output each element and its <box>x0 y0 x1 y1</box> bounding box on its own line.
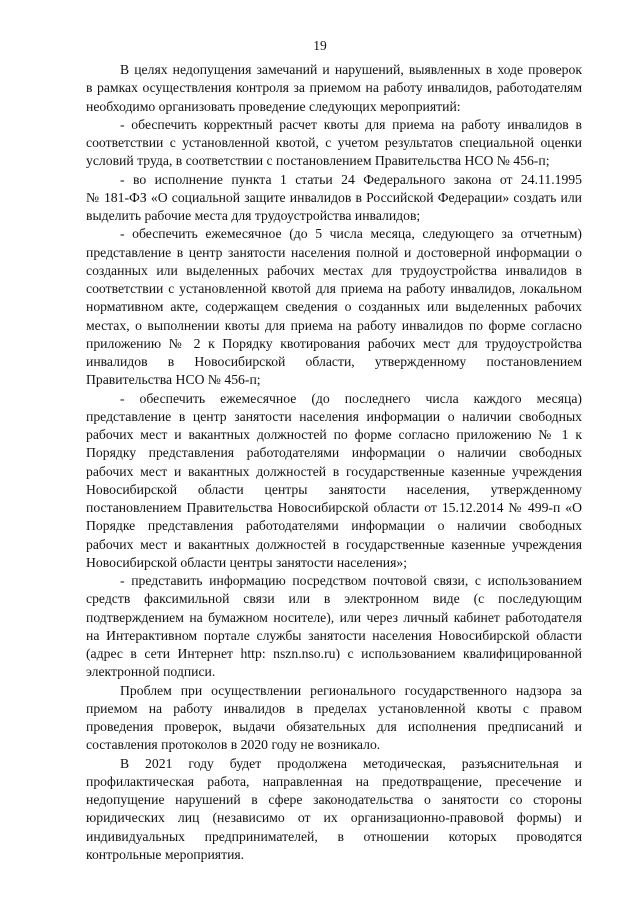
text-line: - обеспечить корректный расчет квоты для приема на работу инвалидов в <box>120 116 582 132</box>
text-line: электронной подписи. <box>86 664 216 680</box>
text-line: юридических лиц (независимо от их организационно-правовой формы) и <box>86 810 582 826</box>
text-line: инвалидов в Новосибирской области, утвержденному постановлением <box>86 354 582 369</box>
text-line: на Интерактивном портале службы занятости населения Новосибирской области <box>86 627 582 643</box>
text-line: рабочих мест и вакантных должностей по форме согласно приложению № 1 к <box>86 427 582 442</box>
text-line: в рамках осуществления контроля за приемом на работу инвалидов, работодателям <box>86 80 582 96</box>
text-line: - обеспечить ежемесячное (до 5 числа месяца, следующего за отчетным) <box>120 226 582 242</box>
paragraph-2021-plans <box>86 755 582 865</box>
text-line: проведения проверок, выдачи обязательных для исполнения предписаний и <box>86 719 582 734</box>
text-line: В 2021 году будет продолжена методическая, разъяснительная и <box>120 755 582 771</box>
text-line: составления протоколов в 2020 году не возникало. <box>86 737 381 753</box>
text-line: рабочих мест и вакантных должностей в государственные казенные учреждения <box>86 536 582 552</box>
text-line: контрольные мероприятия. <box>86 846 245 862</box>
text-line: приложению № 2 к Порядку квотирования рабочих мест для трудоустройства <box>86 335 582 351</box>
text-line: необходимо организовать проведение следующих мероприятий: <box>86 98 461 114</box>
text-line: представление в центр занятости населения полной и достоверной информации о <box>86 244 582 260</box>
text-line: Порядке представления работодателями информации о наличии свободных <box>86 518 582 534</box>
text-line: соответствии с установленной квотой для приема на работу инвалидов, локальном <box>86 281 582 296</box>
paragraph-item-monthly-quota-report <box>86 225 582 389</box>
text-line: средств факсимильной связи или в электронном виде (с последующим <box>86 591 582 607</box>
text-line: индивидуальных предпринимателей, в отношении которых проводятся <box>86 828 582 844</box>
page-number: 19 <box>313 38 327 53</box>
paragraph-item-vacancies-report <box>86 390 582 573</box>
text-line: соответствии с установленной квотой, с учетом результатов специальной оценки <box>86 135 582 150</box>
text-line: № 181-ФЗ «О социальной защите инвалидов в Российской Федерации» создать или <box>86 189 582 205</box>
text-line: подтверждением на бумажном носителе), или через личный кабинет работодателя <box>86 609 582 625</box>
paragraph-intro <box>86 61 582 116</box>
text-line: представление в центр занятости населения информации о наличии свободных <box>86 408 582 424</box>
text-line: Правительства НСО № 456-п; <box>86 372 261 388</box>
text-line: нормативном акте, содержащем сведения о созданных или выделенных рабочих <box>86 299 582 315</box>
text-line: постановлением Правительства Новосибирской области от 15.12.2014 № 499-п «О <box>86 500 582 515</box>
paragraph-item-workplaces <box>86 171 582 226</box>
paragraph-no-problems <box>86 682 582 755</box>
text-line: - обеспечить ежемесячное (до последнего числа каждого месяца) <box>120 390 582 406</box>
text-line: Проблем при осуществлении регионального государственного надзора за <box>120 682 582 698</box>
text-line: - представить информацию посредством почтовой связи, с использованием <box>120 573 582 588</box>
text-line: выделить рабочие места для трудоустройства инвалидов; <box>86 208 421 223</box>
text-line: созданных или выделенных рабочих местах для трудоустройства инвалидов в <box>86 262 582 278</box>
text-line: Порядку представления работодателями информации о наличии свободных <box>86 445 582 461</box>
text-line: условий труда, в соответствии с постановлением Правительства НСО № 456-п; <box>86 153 550 169</box>
text-line: (адрес в сети Интернет http: nszn.nso.ru) с использованием квалифицированной <box>86 646 582 661</box>
text-line: недопущение нарушений в сфере законодательства о занятости со стороны <box>86 792 582 807</box>
text-line: профилактическая работа, направленная на предотвращение, пресечение и <box>86 773 582 789</box>
text-line: местах, о выполнении квоты для приема на работу инвалидов по форме согласно <box>86 317 582 333</box>
paragraph-item-submit-information <box>86 572 582 682</box>
paragraph-item-quota-calculation <box>86 116 582 171</box>
text-line: приемом на работу инвалидов в пределах установленной квоты с правом <box>86 700 582 716</box>
document-body <box>86 61 582 864</box>
text-line: Новосибирской области центры занятости населения, утвержденному <box>86 481 582 497</box>
text-line: Новосибирской области центры занятости населения»; <box>86 554 408 570</box>
text-line: - во исполнение пункта 1 статьи 24 Федерального закона от 24.11.1995 <box>120 171 582 187</box>
text-line: рабочих мест и вакантных должностей в государственные казенные учреждения <box>86 463 582 479</box>
text-line: В целях недопущения замечаний и нарушений, выявленных в ходе проверок <box>120 62 582 77</box>
